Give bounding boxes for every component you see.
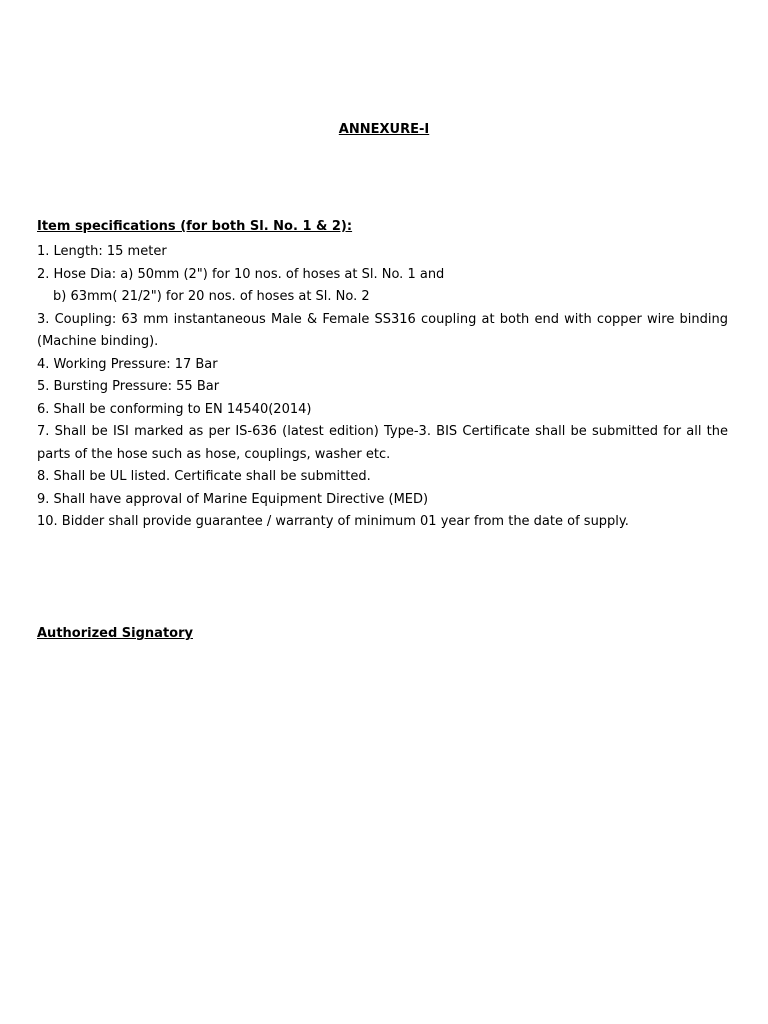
authorized-signatory: Authorized Signatory [37, 626, 193, 641]
spec-item-ul-listed: 8. Shall be UL listed. Certificate shall be submitted. [37, 469, 371, 484]
spec-item-hose-dia: 2. Hose Dia: a) 50mm (2") for 10 nos. of hoses at Sl. No. 1 and [37, 266, 445, 282]
spec-item-working-pressure: 4. Working Pressure: 17 Bar [37, 356, 218, 372]
section-heading: Item specifications (for both Sl. No. 1 & 2): [37, 219, 353, 234]
spec-item-length: 1. Length: 15 meter [37, 244, 167, 259]
document-title: ANNEXURE-I [338, 122, 430, 137]
spec-item-med-approval: 9. Shall have approval of Marine Equipment Directive (MED) [37, 491, 429, 507]
spec-item-isi-marking: 7. Shall be ISI marked as per IS-636 (latest edition) Type-3. BIS Certificate shall be submitted for all the parts of the hose such as hose, couplings, washer etc. [37, 424, 728, 462]
spec-list [37, 241, 728, 534]
spec-item-conformance: 6. Shall be conforming to EN 14540(2014) [37, 401, 312, 417]
spec-item-hose-dia-b: b) 63mm( 21/2") for 20 nos. of hoses at Sl. No. 2 [53, 289, 370, 304]
spec-item-coupling: 3. Coupling: 63 mm instantaneous Male & Female SS316 coupling at both end with copper wire binding (Machine binding). [37, 311, 728, 349]
spec-item-bursting-pressure: 5. Bursting Pressure: 55 Bar [37, 379, 220, 394]
spec-item-warranty: 10. Bidder shall provide guarantee / warranty of minimum 01 year from the date of supply. [37, 514, 629, 529]
